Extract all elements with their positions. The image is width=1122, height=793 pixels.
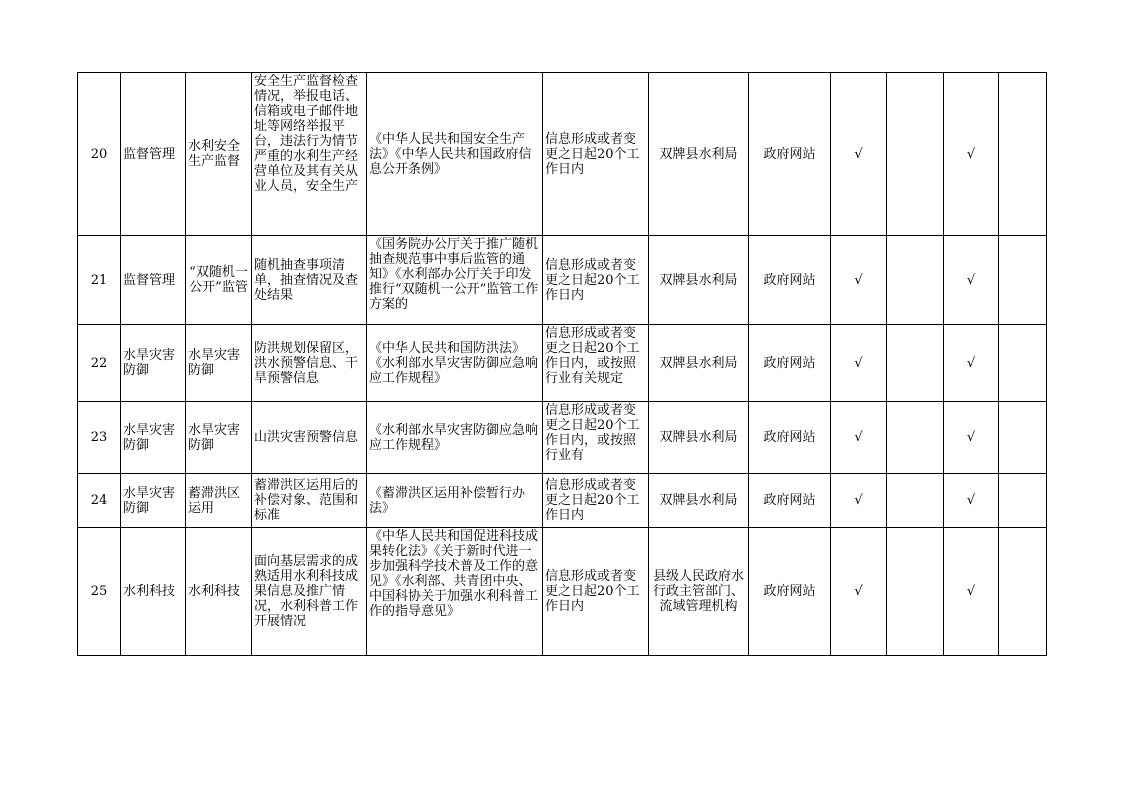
empty-cell: [999, 474, 1047, 528]
disclosure-table: [77, 72, 1047, 656]
check-mark-b: √: [944, 73, 999, 236]
category-cell: 水利科技: [121, 528, 186, 656]
time-limit-text: 信息形成或者变更之日起20个工作日内，或按照行业有: [545, 402, 640, 463]
subcategory-cell: “双随机一公开”监管: [186, 236, 252, 325]
check-mark-a: √: [831, 528, 887, 656]
subject-cell: 双牌县水利局: [649, 474, 749, 528]
table-row: [78, 402, 1047, 474]
subcategory-cell: 蓄滞洪区运用: [186, 474, 252, 528]
check-mark-a: √: [831, 236, 887, 325]
empty-cell: [999, 325, 1047, 402]
table-row: [78, 528, 1047, 656]
subject-cell: 双牌县水利局: [649, 236, 749, 325]
check-mark-b: √: [944, 528, 999, 656]
check-mark-b: √: [944, 474, 999, 528]
row-number: 20: [78, 73, 121, 236]
basis-cell: 《中华人民共和国防洪法》《水利部水旱灾害防御应急响应工作规程》: [367, 325, 543, 402]
time-limit-cell: 信息形成或者变更之日起20个工作日内: [543, 73, 649, 236]
empty-cell: [887, 474, 944, 528]
category-cell: 水旱灾害防御: [121, 325, 186, 402]
check-mark-a: √: [831, 402, 887, 474]
empty-cell: [999, 236, 1047, 325]
category-cell: 监督管理: [121, 73, 186, 236]
category-cell: 监督管理: [121, 236, 186, 325]
subcategory-cell: 水旱灾害防御: [186, 402, 252, 474]
channel-cell: 政府网站: [749, 528, 831, 656]
row-number: 24: [78, 474, 121, 528]
channel-cell: 政府网站: [749, 73, 831, 236]
empty-cell: [887, 402, 944, 474]
empty-cell: [999, 73, 1047, 236]
basis-text: 《中华人民共和国促进科技成果转化法》《关于新时代进一步加强科学技术普及工作的意见》《水利部、共青团中央、 中国科协关于加强水利科普工作的指导意见》: [369, 528, 539, 619]
table-row: [78, 325, 1047, 402]
time-limit-cell: 信息形成或者变更之日起20个工作日内: [543, 236, 649, 325]
row-number: 25: [78, 528, 121, 656]
content-cell: 防洪规划保留区，洪水预警信息、干旱预警信息: [252, 325, 367, 402]
content-cell: 随机抽查事项清单，抽查情况及查处结果: [252, 236, 367, 325]
category-cell: 水旱灾害防御: [121, 402, 186, 474]
row-number: 23: [78, 402, 121, 474]
check-mark-b: √: [944, 402, 999, 474]
time-limit-cell: 信息形成或者变更之日起20个工作日内: [543, 528, 649, 656]
empty-cell: [887, 528, 944, 656]
subcategory-cell: 水利科技: [186, 528, 252, 656]
channel-cell: 政府网站: [749, 236, 831, 325]
content-cell: 蓄滞洪区运用后的补偿对象、范围和标准: [252, 474, 367, 528]
row-number: 21: [78, 236, 121, 325]
empty-cell: [887, 325, 944, 402]
time-limit-cell: [543, 325, 649, 402]
time-limit-cell: 信息形成或者变更之日起20个工作日内: [543, 474, 649, 528]
subcategory-cell: 水利安全生产监督: [186, 73, 252, 236]
basis-cell: [367, 528, 543, 656]
basis-cell: 《蓄滞洪区运用补偿暂行办法》: [367, 474, 543, 528]
empty-cell: [999, 528, 1047, 656]
content-cell: [252, 73, 367, 236]
content-text: 安全生产监督检查情况，举报电话、信箱或电子邮件地址等网络举报平台，违法行为情节严重的水利生产经营单位及其有关从业人员，安全生产: [254, 73, 359, 194]
table-row: [78, 73, 1047, 236]
subject-cell: 双牌县水利局: [649, 325, 749, 402]
subject-cell: 双牌县水利局: [649, 73, 749, 236]
empty-cell: [887, 73, 944, 236]
content-cell: 面向基层需求的成熟适用水利科技成果信息及推广情况，水利科普工作开展情况: [252, 528, 367, 656]
subject-cell: 双牌县水利局: [649, 402, 749, 474]
basis-cell: 《水利部水旱灾害防御应急响应工作规程》: [367, 402, 543, 474]
category-cell: 水旱灾害防御: [121, 474, 186, 528]
check-mark-a: √: [831, 474, 887, 528]
check-mark-b: √: [944, 325, 999, 402]
subcategory-cell: 水旱灾害防御: [186, 325, 252, 402]
channel-cell: 政府网站: [749, 474, 831, 528]
check-mark-b: √: [944, 236, 999, 325]
check-mark-a: √: [831, 73, 887, 236]
empty-cell: [887, 236, 944, 325]
empty-cell: [999, 402, 1047, 474]
row-number: 22: [78, 325, 121, 402]
channel-cell: 政府网站: [749, 402, 831, 474]
subject-cell: 县级人民政府水行政主管部门、流域管理机构: [649, 528, 749, 656]
table-row: [78, 236, 1047, 325]
basis-cell: 《中华人民共和国安全生产法》《中华人民共和国政府信息公开条例》: [367, 73, 543, 236]
table-row: [78, 474, 1047, 528]
channel-cell: 政府网站: [749, 325, 831, 402]
content-cell: 山洪灾害预警信息: [252, 402, 367, 474]
time-limit-text: 信息形成或者变更之日起20个工作日内，或按照行业有关规定: [545, 325, 640, 386]
time-limit-cell: [543, 402, 649, 474]
check-mark-a: √: [831, 325, 887, 402]
basis-text: 《国务院办公厅关于推广随机抽查规范事中事后监管的通知》《水利部办公厅关于印发推行“双随机一公开”监管工作方案的: [369, 236, 539, 312]
basis-cell: [367, 236, 543, 325]
